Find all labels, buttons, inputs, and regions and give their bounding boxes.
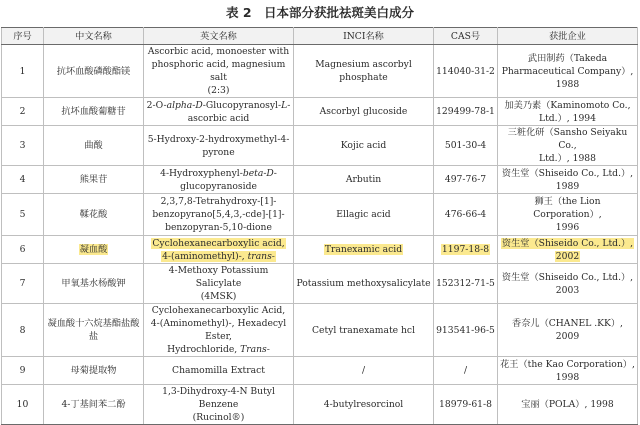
- cell-no: [2, 357, 44, 385]
- table-row: [2, 126, 638, 166]
- table-row: [2, 98, 638, 126]
- cell-inci-text: Magnesium ascorbyl: [315, 59, 412, 70]
- cell-en: [144, 45, 294, 98]
- cell-cn-text: 凝血酸十六烷基酯盐酸盐: [47, 318, 140, 342]
- cell-company: [498, 304, 638, 357]
- cell-no: [2, 236, 44, 264]
- cell-cn-text: 4-丁基间苯二酚: [61, 399, 126, 410]
- cell-cn: [44, 236, 144, 264]
- cell-company-text: 三粧化研（Sansho Seiyaku Co.,: [507, 127, 628, 151]
- cell-no: [2, 126, 44, 166]
- cell-inci: [294, 264, 434, 304]
- cell-company-text: Ltd.）, 1994: [538, 112, 596, 124]
- cell-no: [2, 166, 44, 194]
- cell-company: [498, 236, 638, 264]
- cell-en-text: Cyclohexanecarboxylic acid,: [152, 237, 285, 249]
- cell-cn-text: 抗坏血酸葡糖苷: [61, 106, 126, 117]
- header-cas-number: CAS号: [434, 28, 498, 45]
- cell-company: [498, 264, 638, 304]
- cell-company: [498, 45, 638, 98]
- cell-cas: [434, 304, 498, 357]
- cell-inci-text: Arbutin: [345, 174, 382, 185]
- cell-en-text: (2:3): [207, 85, 230, 96]
- cell-no-text: 8: [19, 324, 26, 336]
- cell-no-text: 9: [19, 365, 26, 376]
- cell-cas-text: 497-76-7: [444, 174, 487, 185]
- header-no: 序号: [2, 28, 44, 45]
- cell-cn: [44, 126, 144, 166]
- cell-inci-text: 4-butylresorcinol: [323, 399, 404, 410]
- table-body: [2, 45, 638, 425]
- cell-no-text: 7: [19, 278, 26, 289]
- cell-cn-text: 抗坏血酸磷酸酯镁: [56, 65, 131, 77]
- cell-no: [2, 304, 44, 357]
- cell-en-text: phosphoric acid, magnesium salt: [151, 59, 286, 83]
- cell-company: [498, 194, 638, 236]
- cell-company-text: 花王（the Kao Corporation）,: [500, 358, 635, 370]
- cell-inci: [294, 194, 434, 236]
- cell-cas: [434, 264, 498, 304]
- cell-en: [144, 166, 294, 194]
- cell-company: [498, 385, 638, 425]
- cell-inci-text: Potassium methoxysalicylate: [296, 278, 431, 289]
- cell-company-text: 2002: [555, 250, 580, 262]
- cell-company-text: 香奈儿（CHANEL .KK）, 2009: [512, 318, 623, 342]
- cell-cas-text: 913541-96-5: [436, 324, 495, 336]
- table-row: [2, 166, 638, 194]
- header-chinese-name: 中文名称: [44, 28, 144, 45]
- cell-company-text: 1998: [555, 371, 580, 383]
- cell-inci: [294, 45, 434, 98]
- cell-en-text: 4-(Aminomethyl)-, Hexadecyl Ester,: [150, 318, 287, 342]
- cell-cn: [44, 357, 144, 385]
- cell-en-text: Hydrochloride, Trans-: [167, 344, 270, 355]
- cell-cas-text: /: [463, 365, 468, 376]
- cell-en-text: pyrone: [202, 146, 235, 158]
- cell-no-text: 3: [19, 140, 26, 151]
- cell-cn-text: 熊果苷: [79, 174, 108, 185]
- table-row: [2, 385, 638, 425]
- cell-cn: [44, 264, 144, 304]
- cell-no-text: 1: [19, 65, 26, 77]
- cell-cas-text: 501-30-4: [444, 140, 487, 151]
- cell-inci: [294, 385, 434, 425]
- table-row: [2, 45, 638, 98]
- cell-cas: [434, 45, 498, 98]
- whitening-ingredients-table: [1, 27, 638, 425]
- table-row: [2, 194, 638, 236]
- cell-en-text: 4-Hydroxyphenyl-beta-D-: [160, 167, 277, 179]
- cell-cn-text: 鞣花酸: [79, 209, 108, 220]
- cell-no-text: 4: [19, 174, 26, 185]
- cell-en-text: 4-Methoxy Potassium Salicylate: [168, 265, 269, 289]
- cell-en-text: 5-Hydroxy-2-hydroxymethyl-4-: [147, 133, 290, 145]
- cell-company-text: 1996: [555, 222, 580, 233]
- cell-no-text: 6: [19, 244, 26, 255]
- cell-en: [144, 357, 294, 385]
- cell-cas: [434, 98, 498, 126]
- cell-no: [2, 98, 44, 126]
- cell-cas-text: 18979-61-8: [439, 399, 492, 410]
- cell-inci-text: phosphate: [339, 72, 388, 83]
- cell-en-text: 2-O-alpha-D-Glucopyranosyl-L-: [146, 99, 291, 111]
- cell-cn: [44, 194, 144, 236]
- table-row: [2, 236, 638, 264]
- table-row: [2, 357, 638, 385]
- cell-cas: [434, 166, 498, 194]
- cell-company: [498, 357, 638, 385]
- table-header-row: [2, 28, 638, 45]
- cell-company-text: 2003: [555, 284, 580, 296]
- cell-company: [498, 166, 638, 194]
- cell-cas-text: 129499-78-1: [436, 106, 495, 117]
- cell-en-text: Ascorbic acid, monoester with: [147, 46, 290, 57]
- header-approved-company: 获批企业: [498, 28, 638, 45]
- cell-en: [144, 385, 294, 425]
- cell-en-text: Chamomilla Extract: [172, 365, 265, 376]
- cell-cn-text: 甲氧基水杨酸钾: [61, 278, 126, 289]
- cell-no: [2, 194, 44, 236]
- cell-company-text: 资生堂（Shiseido Co., Ltd.）,: [501, 271, 634, 283]
- cell-inci: [294, 357, 434, 385]
- cell-inci: [294, 166, 434, 194]
- cell-en-text: (Rucinol®): [192, 412, 245, 423]
- cell-en-text: benzopyran-5,10-dione: [165, 222, 272, 233]
- cell-cas: [434, 126, 498, 166]
- cell-company-text: 1989: [555, 180, 580, 192]
- cell-en-text: 1,3-Dihydroxy-4-N Butyl Benzene: [162, 386, 275, 410]
- cell-en: [144, 304, 294, 357]
- cell-cn: [44, 166, 144, 194]
- cell-cas: [434, 357, 498, 385]
- header-english-name: 英文名称: [144, 28, 294, 45]
- cell-en: [144, 236, 294, 264]
- cell-en: [144, 194, 294, 236]
- table-row: [2, 264, 638, 304]
- cell-no: [2, 45, 44, 98]
- cell-company-text: 武田制药（Takeda: [527, 52, 608, 64]
- cell-inci-text: /: [361, 365, 366, 376]
- cell-en: [144, 264, 294, 304]
- cell-cas: [434, 385, 498, 425]
- cell-company-text: 宝丽（POLA）, 1998: [521, 399, 614, 410]
- cell-no: [2, 264, 44, 304]
- cell-en-text: benzopyrano[5,4,3,-cde]-[1]-: [152, 209, 285, 220]
- cell-cas-text: 1197-18-8: [441, 244, 490, 255]
- cell-cas-text: 476-66-4: [444, 209, 487, 220]
- table-title: 表 2 日本部分获批祛斑美白成分: [225, 5, 415, 20]
- cell-company-text: 加美乃素（Kaminomoto Co.,: [504, 99, 631, 111]
- cell-company-text: 狮王（the Lion Corporation）,: [533, 196, 602, 220]
- cell-en: [144, 126, 294, 166]
- cell-en: [144, 98, 294, 126]
- cell-cn-text: 凝血酸: [79, 244, 108, 255]
- cell-company-text: Pharmaceutical Company）, 1988: [501, 65, 634, 90]
- cell-en-text: glucopyranoside: [180, 180, 257, 192]
- cell-company: [498, 98, 638, 126]
- cell-company-text: 资生堂（Shiseido Co., Ltd.）,: [501, 237, 634, 249]
- cell-no: [2, 385, 44, 425]
- cell-cn: [44, 45, 144, 98]
- cell-en-text: 4-(aminomethyl)-, trans-: [162, 250, 275, 262]
- cell-inci-text: Ascorbyl glucoside: [319, 106, 408, 117]
- cell-company-text: Ltd.）, 1988: [538, 153, 596, 164]
- cell-cas: [434, 236, 498, 264]
- cell-cn-text: 母菊提取物: [70, 365, 117, 376]
- cell-company-text: 资生堂（Shiseido Co., Ltd.）,: [501, 167, 634, 179]
- cell-en-text: (4MSK): [200, 291, 237, 302]
- cell-cn: [44, 98, 144, 126]
- cell-no-text: 5: [19, 209, 26, 220]
- cell-cn: [44, 385, 144, 425]
- cell-no-text: 10: [16, 399, 29, 410]
- header-inci-name: INCI名称: [294, 28, 434, 45]
- cell-en-text: Cyclohexanecarboxylic Acid,: [151, 305, 286, 316]
- cell-inci-text: Kojic acid: [340, 140, 387, 151]
- cell-inci: [294, 236, 434, 264]
- cell-cas: [434, 194, 498, 236]
- cell-en-text: 2,3,7,8-Tetrahydroxy-[1]-: [160, 196, 277, 207]
- cell-company: [498, 126, 638, 166]
- cell-cn-text: 曲酸: [84, 140, 103, 151]
- cell-cn: [44, 304, 144, 357]
- cell-inci-text: Ellagic acid: [336, 209, 391, 220]
- table-row: [2, 304, 638, 357]
- cell-cas-text: 152312-71-5: [436, 278, 495, 289]
- cell-no-text: 2: [19, 106, 26, 117]
- cell-inci-text: Tranexamic acid: [324, 244, 403, 255]
- cell-en-text: ascorbic acid: [187, 112, 250, 124]
- cell-inci: [294, 126, 434, 166]
- cell-inci-text: Cetyl tranexamate hcl: [311, 324, 416, 336]
- cell-inci: [294, 98, 434, 126]
- cell-cas-text: 114040-31-2: [436, 65, 495, 77]
- cell-inci: [294, 304, 434, 357]
